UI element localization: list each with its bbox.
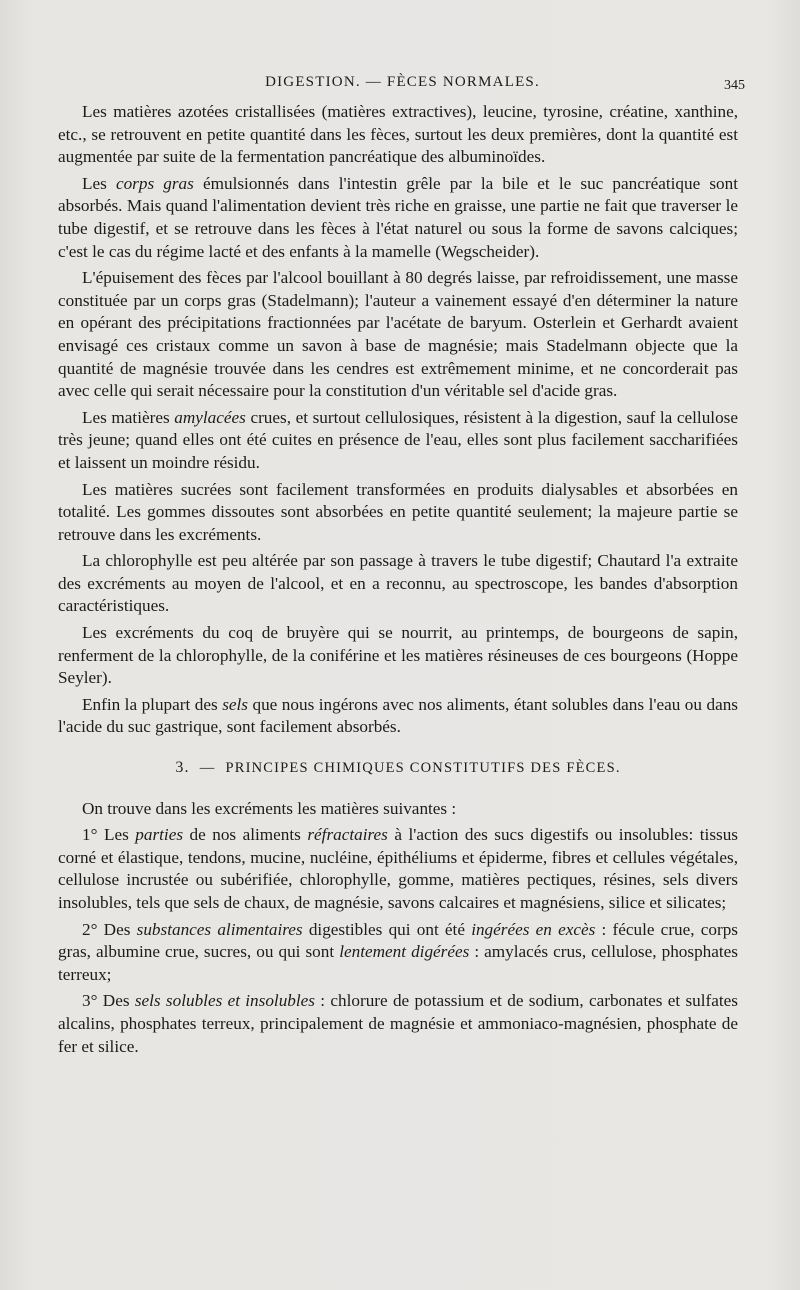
constituents-list	[58, 824, 738, 1058]
paragraphs	[58, 101, 738, 739]
page-body	[58, 101, 738, 1062]
paragraph	[58, 550, 738, 618]
paragraph	[58, 622, 738, 690]
text-run: émulsionnés dans l'intestin grêle par la bile et le suc pancréatique sont absorbés. Mais quand l'alimentation devient très riche en graisse, une partie ne fait que traverser le tube digestif, et se retrouve dans les fèces à l'état naturel ou sous la forme de savons calciques; c'est le cas du régime lacté et des enfants à la mamelle (Wegscheider).	[58, 173, 738, 261]
running-title: DIGESTION. — FÈCES NORMALES.	[265, 74, 540, 90]
list-item	[58, 824, 738, 914]
text-run: de nos aliments	[183, 825, 308, 845]
italic-term: sels	[222, 694, 248, 714]
italic-term: lentement digérées	[339, 942, 470, 962]
text-run: L'épuisement des fèces par l'alcool bouillant à 80 degrés laisse, par refroidissement, une masse constituée par un corps gras (Stadelmann); l'auteur a vainement essayé d'en déterminer la nature en opérant des précipitations fractionnées par l'acétate de baryum. Osterlein et Gerhardt avaient envisagé ces cristaux comme un savon à base de magnésie; mais Stadelmann objecte que la quantité de magnésie trouvée dans les cendres est extrêmement minime, et ne concorderait pas avec celle qui serait nécessaire pour la constitution d'un véritable sel d'acide gras.	[58, 268, 738, 401]
page-header	[60, 68, 745, 92]
paragraph	[58, 267, 738, 403]
text-run: : fécule crue, corps gras, albumine crue, sucres, ou qui sont	[58, 919, 739, 962]
italic-term: réfractaires	[307, 825, 388, 845]
italic-term: amylacées	[174, 407, 246, 427]
text-run: digestibles qui ont été	[302, 919, 472, 939]
list-item	[58, 990, 738, 1058]
text-run: crues, et surtout cellulosiques, résistent à la digestion, sauf la cellulose très jeune; quand elles ont été cuites en présence de l'eau, elles sont plus facilement saccharifiées et laissent un moindre résidu.	[58, 407, 738, 472]
text-run: 1° Les	[82, 825, 136, 845]
text-run: Les matières azotées cristallisées (matières extractives), leucine, tyrosine, créatine, xanthine, etc., se retrouvent en petite quantité dans les fèces, surtout les deux premières, dont la quantité est augmentée par suite de la fermentation pancréatique des albuminoïdes.	[58, 102, 738, 167]
paragraph	[58, 479, 738, 547]
text-run: 2° Des	[82, 919, 137, 939]
text-run: à l'action des sucs digestifs ou insolubles: tissus corné et élastique, tendons, mucine, nucléine, épithéliums et épiderme, fibres et cellules végétales, cellulose incrustée ou subérifiée, chlorophylle, gomme, matières pectiques, résines, sels divers insolubles, tels que sels de chaux, de magnésie, savons calcaires et magnésiens, silice et silicates;	[58, 825, 738, 912]
paragraph	[58, 173, 738, 263]
italic-term: ingérées en excès	[471, 919, 596, 939]
text-run: que nous ingérons avec nos aliments, étant solubles dans l'eau ou dans l'acide du suc gastrique, sont facilement absorbés.	[58, 694, 738, 737]
text-run: Les matières	[82, 407, 175, 427]
paragraph	[58, 407, 738, 475]
text-run: Enfin la plupart des	[82, 694, 223, 714]
text-run: La chlorophylle est peu altérée par son passage à travers le tube digestif; Chautard l'a extraite des excréments au moyen de l'alcool, et en a reconnu, au spectroscope, les bandes d'absorption caractéristiques.	[58, 551, 738, 616]
text-run: : amylacés crus, cellulose, phosphates terreux;	[58, 942, 738, 984]
italic-term: sels solubles et insolubles	[134, 991, 315, 1011]
text-run: Les excréments du coq de bruyère qui se nourrit, au printemps, de bourgeons de sapin, renferment de la chlorophylle, de la coniférine et les matières résineuses de ces bourgeons (Hoppe Seyler).	[58, 623, 738, 688]
paragraph	[58, 101, 738, 169]
italic-term: substances alimentaires	[136, 919, 303, 939]
text-run: : chlorure de potassium et de sodium, carbonates et sulfates alcalins, phosphates terreux, principalement de magnésie et ammoniaco-magnésien, phosphate de fer et silice.	[58, 991, 738, 1056]
section-dash: —	[199, 760, 216, 777]
paragraph	[58, 694, 738, 739]
text-run: 3° Des	[82, 991, 135, 1011]
page-number: 345	[724, 78, 745, 93]
section-heading	[58, 757, 738, 780]
text-run: Les	[82, 173, 116, 193]
section-number: 3.	[175, 759, 190, 777]
text-run: Les matières sucrées sont facilement transformées en produits dialysables et absorbées en totalité. Les gommes dissoutes sont absorbées en petite quantité seulement; la majeure partie se retrouve dans les excréments.	[58, 479, 738, 544]
section-title: PRINCIPES CHIMIQUES CONSTITUTIFS DES FÈCES.	[225, 760, 621, 777]
list-intro: On trouve dans les excréments les matières suivantes :	[82, 798, 457, 818]
list-item	[58, 919, 738, 987]
italic-term: corps gras	[115, 173, 194, 193]
italic-term: parties	[135, 825, 184, 845]
